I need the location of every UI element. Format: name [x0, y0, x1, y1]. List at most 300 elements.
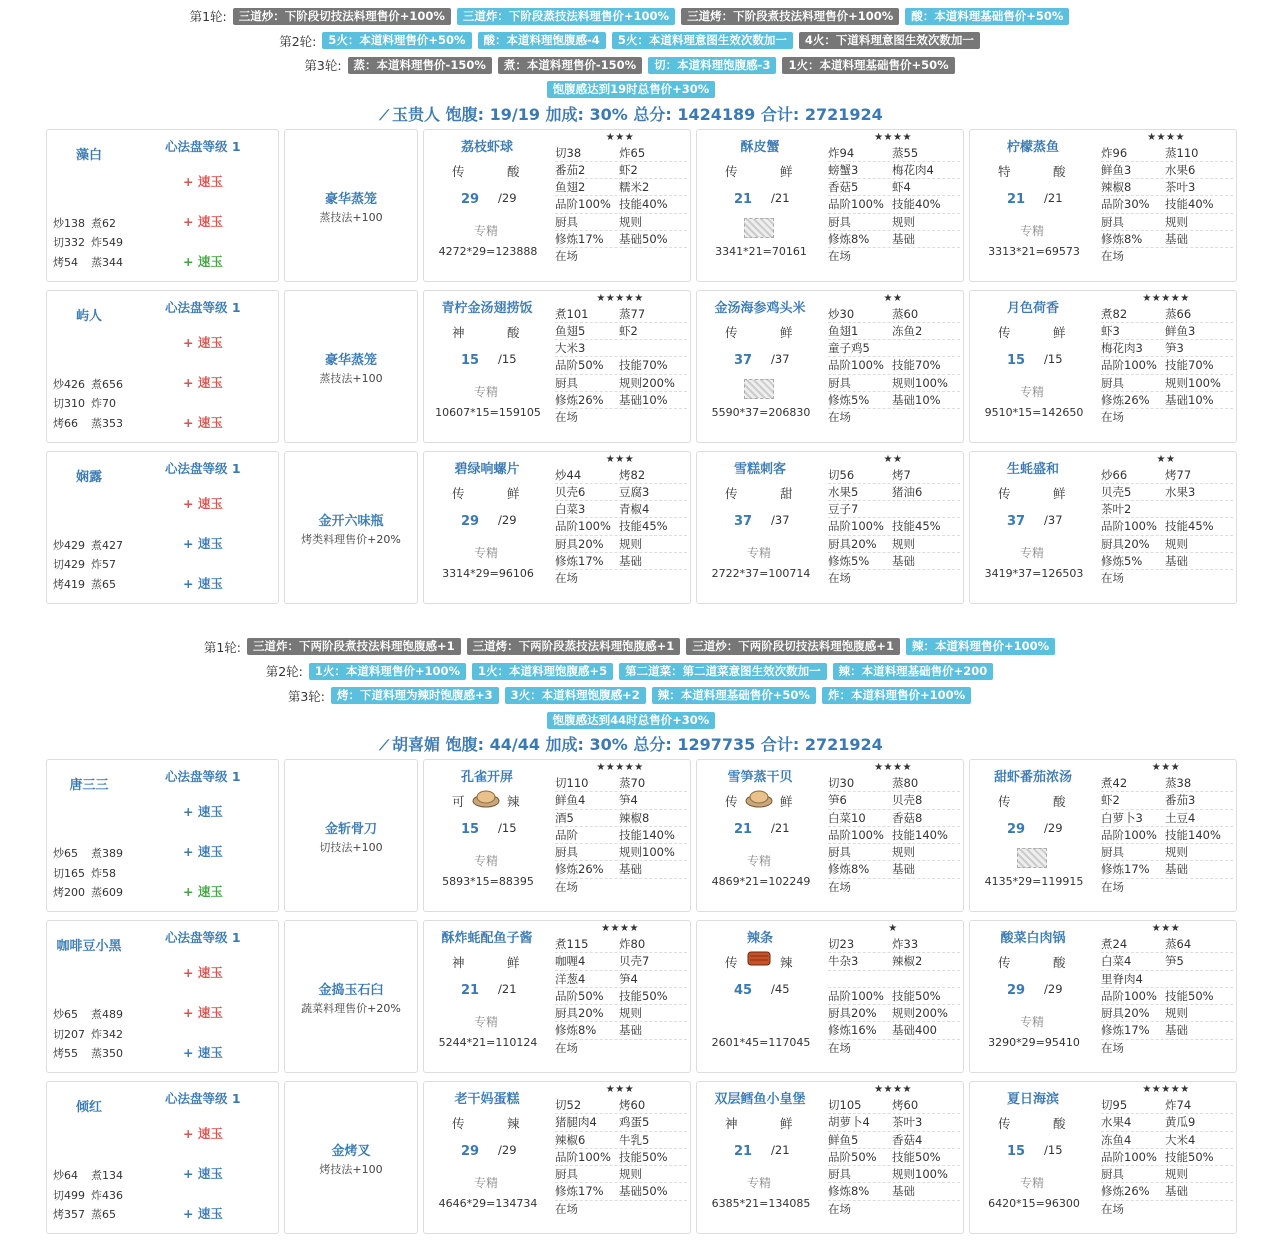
prop-value: 品阶100%	[1101, 518, 1165, 534]
dish-formula: 2722*37=100714	[697, 567, 825, 580]
prop-row	[1101, 357, 1233, 374]
dish-card[interactable]	[423, 1081, 691, 1234]
dish-card[interactable]	[969, 759, 1237, 912]
summary-name: 玉贵人	[392, 105, 440, 124]
dish-name[interactable]: 夏日海滨	[976, 1088, 1090, 1107]
dish-name[interactable]: 碧绿响螺片	[430, 458, 544, 477]
equip-name[interactable]: 金烤叉	[285, 1140, 417, 1159]
prop-value: 在场	[1101, 879, 1165, 896]
prop-row	[1101, 936, 1233, 953]
chef-card[interactable]	[46, 129, 279, 282]
prop-row	[828, 988, 960, 1005]
dish-name[interactable]: 月色荷香	[976, 297, 1090, 316]
rule-tag: 切：本道料理饱腹感-3	[648, 57, 776, 74]
prop-value: 炸80	[619, 936, 683, 952]
prop-value: 炸65	[619, 145, 683, 161]
dish-card[interactable]	[696, 290, 964, 443]
prop-value: 蒸38	[1165, 775, 1229, 791]
prop-value: 虾4	[892, 179, 956, 195]
prop-value: 修炼17%	[555, 553, 619, 569]
prop-value	[1165, 570, 1229, 587]
prop-value: 厨具	[1101, 214, 1165, 230]
dish-total: /21	[771, 1143, 790, 1157]
dish-specialty: 专精	[747, 852, 771, 869]
jade-slot[interactable]: + 速玉	[183, 1003, 223, 1021]
dish-name[interactable]: 金汤海参鸡头米	[703, 297, 817, 316]
dish-props	[555, 936, 687, 1057]
dish-rank: 传	[998, 792, 1011, 810]
equip-name[interactable]: 豪华蒸笼	[285, 188, 417, 207]
jade-slot[interactable]: + 速玉	[183, 494, 223, 512]
jade-slot[interactable]: + 速玉	[183, 534, 223, 552]
dish-name[interactable]: 雪笋蒸干贝	[703, 766, 817, 785]
jade-slot[interactable]: + 速玉	[183, 574, 223, 592]
prop-value: 煮42	[1101, 775, 1165, 791]
dish-props	[555, 467, 687, 588]
prop-row	[1101, 570, 1233, 587]
prop-value: 品阶50%	[828, 1149, 892, 1165]
prop-row	[828, 357, 960, 374]
prop-row	[1101, 1201, 1233, 1218]
dish-card[interactable]	[423, 451, 691, 604]
prop-row	[555, 518, 687, 535]
dish-count[interactable]: 29	[461, 1144, 479, 1159]
dish-card[interactable]	[423, 759, 691, 912]
equip-card[interactable]	[284, 290, 418, 443]
dish-count[interactable]: 37	[734, 353, 752, 368]
prop-value: 技能140%	[1165, 827, 1229, 843]
prop-value: 炸74	[1165, 1097, 1229, 1113]
rule-tag: 4火：下道料理意图生效次数加一	[799, 32, 980, 49]
prop-row	[555, 536, 687, 553]
dish-name[interactable]: 酸菜白肉锅	[976, 927, 1090, 946]
chef-card[interactable]	[46, 1081, 279, 1234]
prop-value: 规则	[1165, 844, 1229, 860]
target-tag: 饱腹感达到44时总售价+30%	[547, 712, 716, 729]
equip-name[interactable]: 金开六味瓶	[285, 510, 417, 529]
jade-slot[interactable]: + 速玉	[183, 212, 223, 230]
rule-line	[0, 29, 1262, 54]
prop-value: 切52	[555, 1097, 619, 1113]
dish-name[interactable]: 青柠金汤翅捞饭	[430, 297, 544, 316]
prop-row	[555, 827, 687, 844]
prop-value: 白菜10	[828, 810, 892, 826]
prop-value	[892, 340, 956, 356]
prop-row	[555, 1201, 687, 1218]
prop-value: 品阶100%	[1101, 988, 1165, 1004]
prop-value: 贝壳5	[1101, 484, 1165, 500]
chef-name[interactable]: 娴露	[47, 466, 131, 485]
dish-count[interactable]: 15	[1007, 353, 1025, 368]
dish-card[interactable]	[423, 290, 691, 443]
rule-tag: 辣：本道料理基础售价+50%	[652, 687, 816, 704]
prop-row	[555, 1040, 687, 1057]
chef-card[interactable]	[46, 920, 279, 1073]
dish-name[interactable]: 双层鳕鱼小皇堡	[703, 1088, 817, 1107]
prop-value: 基础	[892, 861, 956, 877]
dish-total: /29	[1044, 982, 1063, 996]
jade-slot[interactable]: + 速玉	[183, 963, 223, 981]
chef-stats	[53, 1005, 129, 1064]
prop-row	[828, 214, 960, 231]
dish-name[interactable]: 柠檬蒸鱼	[976, 136, 1090, 155]
jade-slot[interactable]: + 速玉	[183, 1124, 223, 1142]
prop-value: 规则	[619, 214, 683, 230]
prop-value: 技能50%	[1165, 1149, 1229, 1165]
stat-line	[53, 864, 129, 884]
prop-value: 洋葱4	[555, 971, 619, 987]
dish-count[interactable]: 29	[461, 514, 479, 529]
dish-count[interactable]: 21	[734, 822, 752, 837]
dish-card[interactable]	[696, 920, 964, 1073]
prop-value: 水果6	[1165, 162, 1229, 178]
rule-tag: 煮：本道料理售价-150%	[498, 57, 642, 74]
prop-value	[892, 879, 956, 896]
dish-props	[1101, 145, 1233, 266]
prop-value: 虾3	[1101, 323, 1165, 339]
dish-name[interactable]: 酥炸蚝配鱼子酱	[430, 927, 544, 946]
prop-value: 牛乳5	[619, 1132, 683, 1148]
prop-value	[1165, 879, 1229, 896]
prop-value: 规则	[1165, 536, 1229, 552]
dish-formula: 3341*21=70161	[697, 245, 825, 258]
chef-level[interactable]: 心法盘等级 1	[165, 298, 241, 316]
prop-value: 番茄2	[555, 162, 619, 178]
prop-row	[828, 1040, 960, 1057]
prop-row	[555, 248, 687, 265]
rule-line	[0, 4, 1262, 29]
dish-props	[828, 775, 960, 896]
rule-line	[0, 635, 1262, 660]
dish-flavor: 辣	[780, 953, 793, 971]
stat-value: 炸549	[91, 233, 129, 253]
dish-flavor: 鲜	[507, 484, 520, 502]
dish-count[interactable]: 21	[734, 192, 752, 207]
prop-value: 大米3	[555, 340, 619, 356]
dish-count[interactable]: 29	[1007, 983, 1025, 998]
dish-card[interactable]	[696, 129, 964, 282]
dish-rank: 传	[725, 323, 738, 341]
dish-card[interactable]	[696, 1081, 964, 1234]
dish-card[interactable]	[696, 759, 964, 912]
dish-flavor: 酸	[1053, 162, 1066, 180]
stat-value: 烤357	[53, 1205, 91, 1225]
prop-value: 茶叶2	[1101, 501, 1165, 517]
chef-stats	[53, 214, 129, 273]
dish-count[interactable]: 37	[1007, 514, 1025, 529]
dish-card[interactable]	[969, 1081, 1237, 1234]
chef-name[interactable]: 屿人	[47, 305, 131, 324]
rule-tag: 三道烤：下阶段煮技法料理售价+100%	[681, 8, 899, 25]
prop-value: 切110	[555, 775, 619, 791]
chef-level[interactable]: 心法盘等级 1	[165, 1089, 241, 1107]
jade-slot[interactable]: + 速玉	[183, 333, 223, 351]
dish-props	[1101, 936, 1233, 1057]
prop-value: 豆腐3	[619, 484, 683, 500]
team-grid	[46, 759, 1238, 1242]
equip-name[interactable]: 豪华蒸笼	[285, 349, 417, 368]
prop-value: 基础50%	[619, 231, 683, 247]
equip-card[interactable]	[284, 129, 418, 282]
dish-flavor: 酸	[1053, 1114, 1066, 1132]
chef-level[interactable]: 心法盘等级 1	[165, 459, 241, 477]
dish-formula: 5244*21=110124	[424, 1036, 552, 1049]
equip-card[interactable]	[284, 759, 418, 912]
prop-value: 虾2	[1101, 792, 1165, 808]
equip-card[interactable]	[284, 920, 418, 1073]
prop-row	[555, 971, 687, 988]
prop-row	[555, 357, 687, 374]
prop-value: 厨具	[828, 214, 892, 230]
dish-count[interactable]: 15	[461, 822, 479, 837]
prop-value: 在场	[555, 879, 619, 896]
prop-value	[1165, 248, 1229, 265]
prop-row	[555, 306, 687, 323]
prop-row	[828, 501, 960, 518]
prop-value: 技能50%	[892, 1149, 956, 1165]
prop-row	[1101, 792, 1233, 809]
prop-row	[555, 775, 687, 792]
prop-value	[892, 501, 956, 517]
dish-rank: 传	[452, 484, 465, 502]
rules-panel	[0, 4, 1262, 102]
stat-line	[53, 1186, 129, 1206]
dish-card[interactable]	[696, 451, 964, 604]
dish-count[interactable]: 15	[461, 353, 479, 368]
prop-value: 规则	[1165, 1005, 1229, 1021]
prop-row	[1101, 1097, 1233, 1114]
prop-value: 水果4	[1101, 1114, 1165, 1130]
dish-name[interactable]: 甜虾番茄浓汤	[976, 766, 1090, 785]
dish-rank: 传	[725, 792, 738, 810]
dish-formula: 3314*29=96106	[424, 567, 552, 580]
prop-row	[828, 248, 960, 265]
prop-row	[1101, 145, 1233, 162]
dish-count[interactable]: 15	[1007, 1144, 1025, 1159]
prop-value: 品阶100%	[828, 827, 892, 843]
dish-count[interactable]: 37	[734, 514, 752, 529]
dish-specialty: 专精	[474, 544, 498, 561]
prop-value: 基础	[1165, 1183, 1229, 1199]
prop-row	[828, 1132, 960, 1149]
prop-row	[828, 553, 960, 570]
prop-value: 技能140%	[892, 827, 956, 843]
jade-slot[interactable]: + 速玉	[183, 413, 223, 431]
dish-count[interactable]: 29	[1007, 822, 1025, 837]
chef-card[interactable]	[46, 451, 279, 604]
prop-row	[1101, 810, 1233, 827]
dish-stars: ★★★★	[556, 923, 684, 934]
dish-rank: 传	[452, 162, 465, 180]
prop-row	[1101, 518, 1233, 535]
dish-specialty: 专精	[747, 1174, 771, 1191]
prop-value: 规则200%	[619, 375, 683, 391]
prop-value: 烤60	[892, 1097, 956, 1113]
prop-value: 辣椒8	[619, 810, 683, 826]
stat-value: 煮62	[91, 214, 129, 234]
equip-card[interactable]	[284, 1081, 418, 1234]
prop-value	[1165, 409, 1229, 426]
prop-value	[619, 570, 683, 587]
chef-name[interactable]: 咖啡豆小黑	[47, 935, 131, 954]
prop-value: 技能45%	[892, 518, 956, 534]
dish-total: /21	[498, 982, 517, 996]
prop-row	[1101, 861, 1233, 878]
chef-card[interactable]	[46, 759, 279, 912]
prop-value: 笋6	[828, 792, 892, 808]
chef-row	[46, 290, 1238, 451]
stat-value: 炸58	[91, 864, 129, 884]
prop-value: 冻鱼2	[892, 323, 956, 339]
prop-row	[1101, 953, 1233, 970]
jade-slot[interactable]: + 速玉	[183, 252, 223, 270]
dish-card[interactable]	[423, 920, 691, 1073]
prop-value: 贝壳7	[619, 953, 683, 969]
prop-row	[1101, 1149, 1233, 1166]
equip-name[interactable]: 金斩骨刀	[285, 818, 417, 837]
prop-value: 基础	[1165, 231, 1229, 247]
dish-formula: 9510*15=142650	[970, 406, 1098, 419]
dish-name[interactable]: 生蚝盛和	[976, 458, 1090, 477]
dish-name[interactable]: 酥皮蟹	[703, 136, 817, 155]
prop-value: 规则	[892, 214, 956, 230]
prop-value: 糯米2	[619, 179, 683, 195]
prop-row	[828, 775, 960, 792]
jade-slot[interactable]: + 速玉	[183, 1164, 223, 1182]
dish-count[interactable]: 21	[734, 1144, 752, 1159]
dish-stars: ★★★★★	[556, 293, 684, 304]
jade-slot[interactable]: + 速玉	[183, 1204, 223, 1222]
dish-specialty: 专精	[474, 383, 498, 400]
dish-name[interactable]: 辣条	[703, 927, 817, 946]
dish-name[interactable]: 雪糕刺客	[703, 458, 817, 477]
prop-value: 在场	[1101, 1201, 1165, 1218]
rule-tag: 炸：本道料理售价+100%	[822, 687, 971, 704]
prop-row	[555, 1166, 687, 1183]
dish-count[interactable]: 21	[461, 983, 479, 998]
prop-value: 技能40%	[892, 196, 956, 212]
prop-row	[828, 145, 960, 162]
prop-value: 切23	[828, 936, 892, 952]
equip-name[interactable]: 金捣玉石臼	[285, 979, 417, 998]
dish-card[interactable]	[969, 920, 1237, 1073]
prop-value: 在场	[828, 1040, 892, 1057]
prop-value: 规则	[892, 536, 956, 552]
dish-props	[555, 145, 687, 266]
rule-tag: 1火：本道料理饱腹感+5	[472, 663, 613, 680]
jade-slot[interactable]: + 速玉	[183, 882, 223, 900]
dish-count[interactable]: 29	[461, 192, 479, 207]
stat-value: 烤66	[53, 414, 91, 434]
prop-row	[828, 1005, 960, 1022]
jade-slot[interactable]: + 速玉	[183, 172, 223, 190]
prop-row	[828, 1201, 960, 1218]
prop-value: 规则100%	[619, 844, 683, 860]
dish-total: /29	[498, 1143, 517, 1157]
jade-slot[interactable]: + 速玉	[183, 1043, 223, 1061]
prop-value: 咖喱4	[555, 953, 619, 969]
chef-card[interactable]	[46, 290, 279, 443]
equip-skill: 蒸技法+100	[285, 209, 417, 225]
prop-value: 品阶100%	[828, 988, 892, 1004]
dish-count[interactable]: 45	[734, 983, 752, 998]
prop-value: 规则	[892, 844, 956, 860]
rule-tag: 三道炸：下两阶段煮技法料理饱腹感+1	[247, 638, 461, 655]
prop-value: 在场	[828, 409, 892, 426]
chef-level[interactable]: 心法盘等级 1	[165, 137, 241, 155]
prop-value	[892, 971, 956, 987]
chef-name[interactable]: 藻白	[47, 144, 131, 163]
dish-name[interactable]: 孔雀开屏	[430, 766, 544, 785]
stat-line	[53, 575, 129, 595]
chef-level[interactable]: 心法盘等级 1	[165, 928, 241, 946]
prop-value: 厨具20%	[828, 1005, 892, 1021]
dish-card[interactable]	[423, 129, 691, 282]
prop-value: 蒸110	[1165, 145, 1229, 161]
prop-value: 品阶100%	[1101, 1149, 1165, 1165]
prop-row	[555, 179, 687, 196]
dish-flavor: 酸	[507, 162, 520, 180]
rule-tag: 烤：下道料理为辣时饱腹感+3	[331, 687, 499, 704]
prop-value: 修炼17%	[1101, 861, 1165, 877]
stat-value: 切310	[53, 394, 91, 414]
target-line	[0, 78, 1262, 102]
dish-rank: 传	[998, 484, 1011, 502]
dish-card[interactable]	[969, 451, 1237, 604]
dish-count[interactable]: 21	[1007, 192, 1025, 207]
equip-card[interactable]	[284, 451, 418, 604]
dish-flavor: 鲜	[1053, 323, 1066, 341]
chef-stats	[53, 1166, 129, 1225]
prop-row	[828, 467, 960, 484]
prop-value: 炒66	[1101, 467, 1165, 483]
stat-line	[53, 555, 129, 575]
prop-value: 烤82	[619, 467, 683, 483]
dish-name[interactable]: 老干妈蛋糕	[430, 1088, 544, 1107]
jade-slot[interactable]: + 速玉	[183, 802, 223, 820]
prop-value: 在场	[828, 248, 892, 265]
dish-formula: 4272*29=123888	[424, 245, 552, 258]
prop-value: 厨具20%	[1101, 536, 1165, 552]
prop-row	[555, 409, 687, 426]
stat-value: 煮427	[91, 536, 129, 556]
prop-value: 里脊肉4	[1101, 971, 1165, 987]
dish-name[interactable]: 荔枝虾球	[430, 136, 544, 155]
prop-value: 技能70%	[619, 357, 683, 373]
dish-card[interactable]	[969, 290, 1237, 443]
prop-row	[1101, 879, 1233, 896]
prop-value: 修炼8%	[828, 1183, 892, 1199]
jade-slot[interactable]: + 速玉	[183, 842, 223, 860]
dish-formula: 4135*29=119915	[970, 875, 1098, 888]
prop-value: 煮24	[1101, 936, 1165, 952]
stat-line	[53, 883, 129, 903]
dish-total: /29	[498, 191, 517, 205]
prop-row	[828, 792, 960, 809]
chef-level[interactable]: 心法盘等级 1	[165, 767, 241, 785]
dish-card[interactable]	[969, 129, 1237, 282]
chef-name[interactable]: 唐三三	[47, 774, 131, 793]
prop-value: 茶叶3	[1165, 179, 1229, 195]
stat-value: 炒426	[53, 375, 91, 395]
prop-row	[1101, 775, 1233, 792]
chef-name[interactable]: 倾红	[47, 1096, 131, 1115]
stat-value: 烤54	[53, 253, 91, 273]
dish-flavor: 辣	[507, 1114, 520, 1132]
stat-value: 切499	[53, 1186, 91, 1206]
dish-total: /15	[1044, 352, 1063, 366]
jade-slot[interactable]: + 速玉	[183, 373, 223, 391]
